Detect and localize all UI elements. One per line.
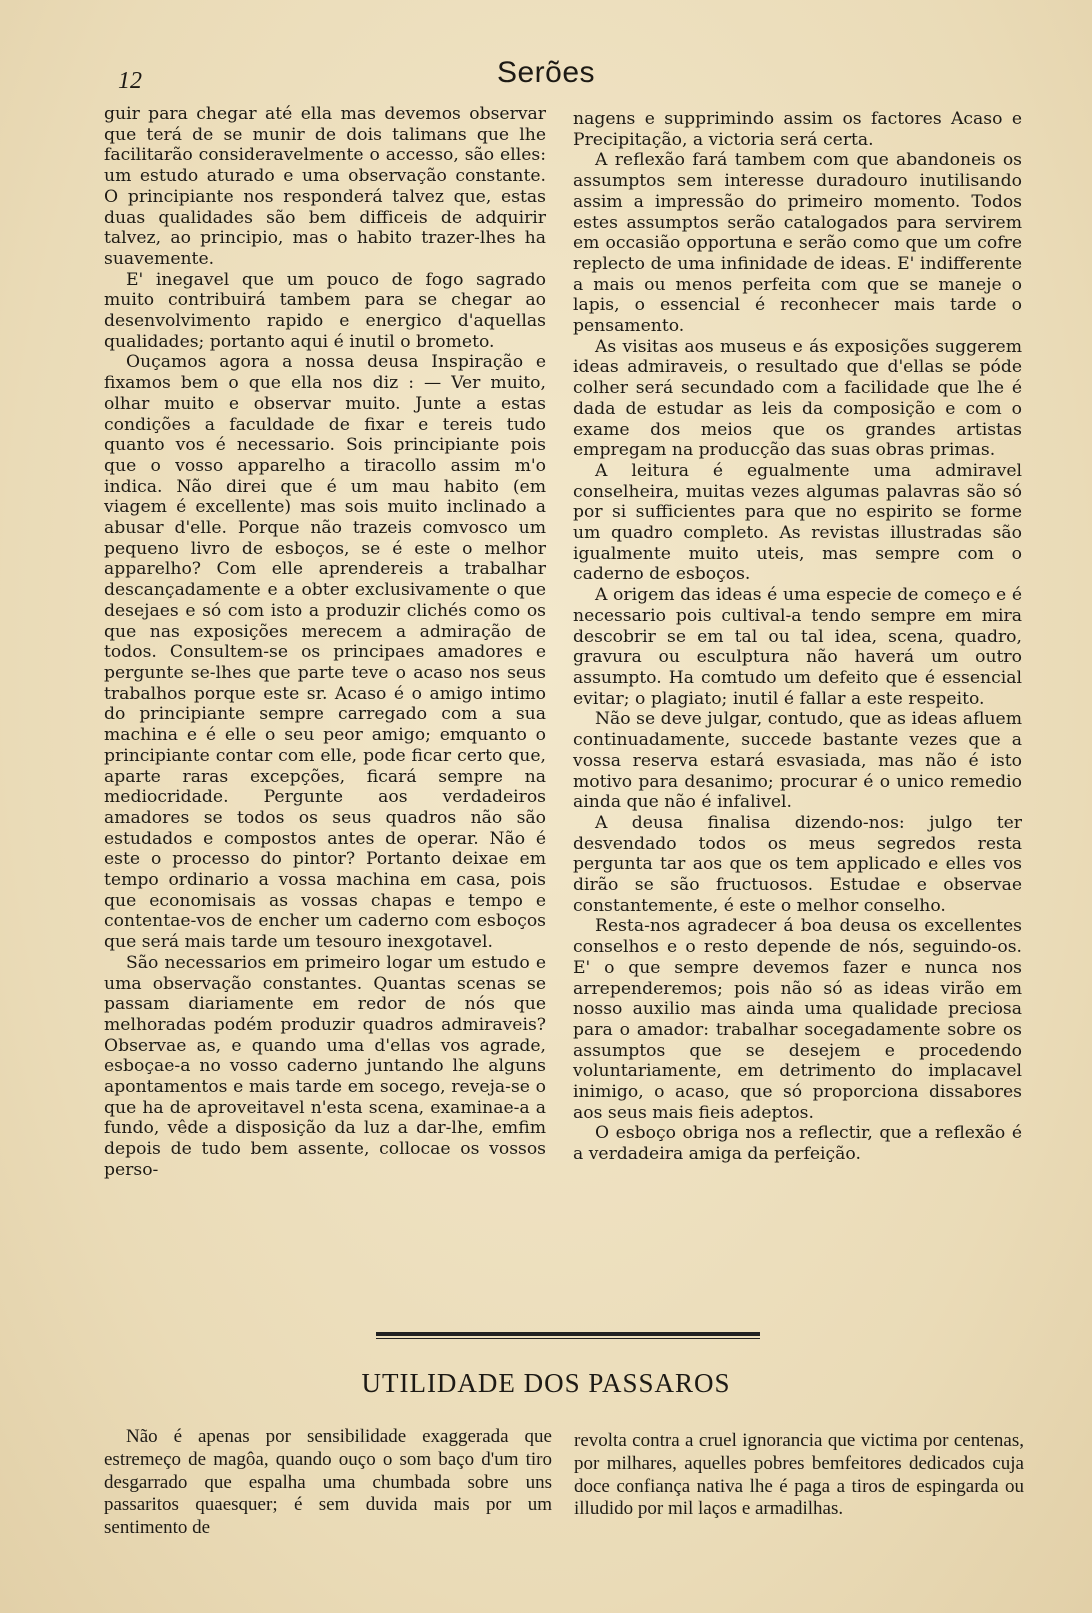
paragraph: A deusa finalisa dizendo-nos: julgo ter desvendado todos os meus segredos resta pergunta tar aos que os tem applicado e elles vos dirão se são fructuosos. Estudae e observae constantemente, é este o melhor conselho. [573, 812, 1022, 916]
paragraph: A leitura é egualmente uma admiravel conselheira, muitas vezes algumas palavras são só por si sufficientes para que no espirito se forme um quadro completo. As revistas illustradas são igualmente muito uteis, mas sempre com o caderno de esboços. [573, 460, 1022, 585]
section-divider [376, 1332, 760, 1339]
paragraph: São necessarios em primeiro logar um estudo e uma observação constantes. Quantas scenas se passam diariamente em redor de nós que melhoradas podém produzir quadros admiraveis? Observae as, e quando uma d'ellas vos agrade, esboçae-a no vosso caderno juntando lhe alguns apontamentos e mais tarde em socego, reveja-se o que ha de aproveitavel n'esta scena, examinae-a a fundo, vêde a disposição da luz a dar-lhe, emfim depois de tudo bem assente, collocae os vossos perso- [104, 952, 546, 1180]
running-title: Serões [496, 56, 596, 89]
paragraph: O esboço obriga nos a reflectir, que a reflexão é a verdadeira amiga da perfeição. [573, 1123, 1022, 1165]
paragraph: Ouçamos agora a nossa deusa Inspiração e fixamos bem o que ella nos diz : — Ver muito, olhar muito e observar muito. Junte a estas condições a faculdade de fixar e tereis tudo quanto vos é necessario. Sois principiante pois que o vosso apparelho a tiracollo assim m'o indica. Não direi que é um mau habito (em viagem é excellente) mas sois muito inclinado a abusar d'elle. Porque não trazeis comvosco um pequeno livro de esboços, se é este o melhor apparelho? Com elle aprendereis a trabalhar descançadamente e a obter exclusivamente o que desejaes e só com isto a produzir clichés como os que nas exposições merecem a admiração de todos. Consultem-se os principaes amadores e pergunte se-lhes que parte teve o acaso nos seus trabalhos porque este sr. Acaso é o amigo intimo do principiante sempre carregado com a sua machina e é elle o seu peor amigo; emquanto o principiante contar com elle, pode ficar certo que, aparte raras excepções, ficará sempre na mediocridade. Pergunte aos verdadeiros amadores se todos os seus quadros não são estudados e compostos antes de operar. Não é este o processo do pintor? Portanto deixae em tempo ordinario a vossa machina em casa, pois que economisais as vossas chapas e tempo e contentae-vos de encher um caderno com esboços que será mais tarde um tesouro inexgotavel. [104, 352, 546, 953]
paragraph: A reflexão fará tambem com que abandoneis os assumptos sem interesse duradouro inutilisando assim a impressão do primeiro momento. Todos estes assumptos serão catalogados para servirem em occasião opportuna e serão como que um cofre replecto de uma infinidade de ideas. E' indifferente a mais ou menos perfeita com que se maneje o lapis, o essencial é reconhecer mais tarde o pensamento. [573, 150, 1022, 337]
article-left-column [104, 104, 546, 1181]
paragraph: A origem das ideas é uma especie de começo e é necessario pois cultival-a tendo sempre em mira descobrir se em tal ou tal idea, scena, quadro, gravura ou esculptura não haverá um outro assumpto. Ha comtudo um defeito que é essencial evitar; o plagiato; inutil é fallar a este respeito. [573, 585, 1022, 709]
paragraph: revolta contra a cruel ignorancia que victima por centenas, por milhares, aquelles pobres bemfeitores dedicados cuja doce confiança nativa lhe é paga a tiros de espingarda ou illudido por mil laços e armadilhas. [574, 1430, 1024, 1520]
paragraph: As visitas aos museus e ás exposições suggerem ideas admiraveis, o resultado que d'ellas se póde colher será secundado com a facilidade que lhe é dada de estudar as leis da composição e com o exame dos meios que os grandes artistas empregam na producção das suas obras primas. [573, 336, 1022, 461]
next-article-left-column [104, 1426, 552, 1540]
article-right-column [573, 109, 1022, 1165]
section-title: UTILIDADE DOS PASSAROS [361, 1368, 731, 1398]
paragraph: Não se deve julgar, contudo, que as ideas afluem continuadamente, succede bastante vezes que a vossa reserva estará esvasiada, mas não é isto motivo para desanimo; procurar é o unico remedio ainda que não é infalivel. [573, 709, 1022, 813]
paragraph: guir para chegar até ella mas devemos observar que terá de se munir de dois talimans que lhe facilitarão consideravelmente o accesso, são elles: um estudo aturado e uma observação constante. O principiante nos responderá talvez que, estas duas qualidades são bem difficeis de adquirir talvez, ao principio, mas o habito trazer-lhes ha suavemente. [104, 104, 546, 269]
paragraph: E' inegavel que um pouco de fogo sagrado muito contribuirá tambem para se chegar ao desenvolvimento rapido e energico d'aquellas qualidades; portanto aqui é inutil o brometo. [104, 269, 546, 352]
next-article-right-column [574, 1430, 1024, 1521]
paragraph: Resta-nos agradecer á boa deusa os excellentes conselhos e o resto depende de nós, seguindo-os. E' o que sempre devemos fazer e nunca nos arrependeremos; pois não só as ideas virão em nosso auxilio mas ainda uma qualidade preciosa para o amador: trabalhar socegadamente sobre os assumptos que se desejem e procedendo voluntariamente, em detrimento do implacavel inimigo, o acaso, que só proporciona dissabores aos seus mais fieis adeptos. [573, 916, 1022, 1123]
paragraph: Não é apenas por sensibilidade exaggerada que estremeço de magôa, quando ouço o som baço d'um tiro desgarrado que espalha uma chumbada sobre uns passaritos quaesquer; é sem duvida mais por um sentimento de [104, 1426, 552, 1539]
page-number: 12 [118, 68, 142, 94]
paragraph: nagens e supprimindo assim os factores Acaso e Precipitação, a victoria será certa. [573, 109, 1022, 150]
